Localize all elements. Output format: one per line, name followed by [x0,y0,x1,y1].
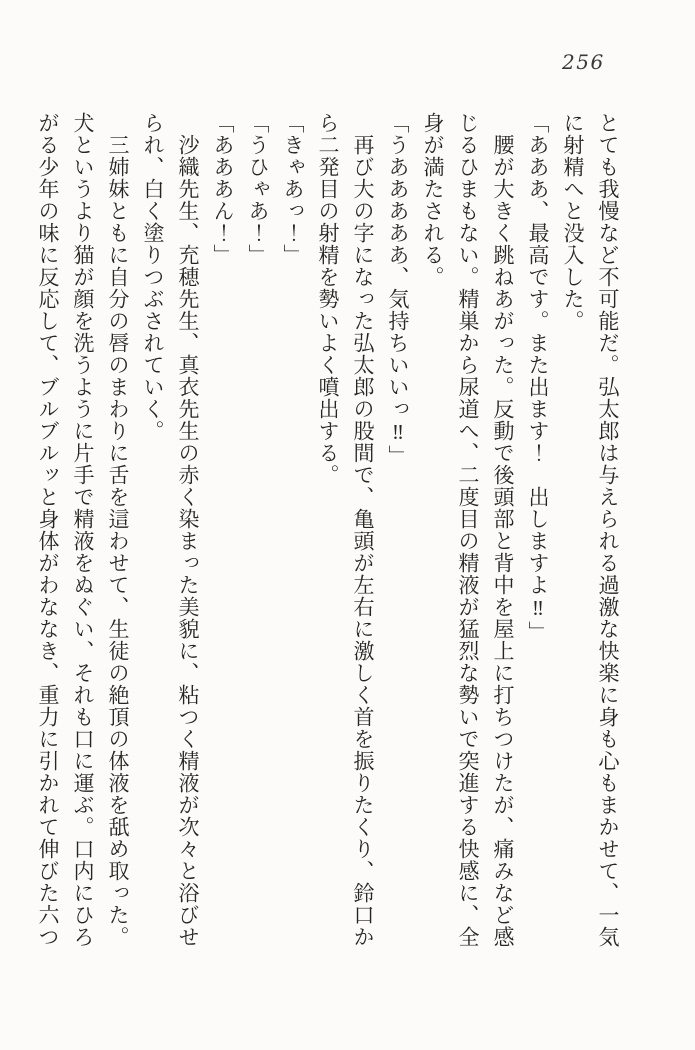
text-line: とても我慢など不可能だ。弘太郎は与えられる過激な快楽に身も心もまかせて、一気 [596,112,620,948]
text-line: 再び大の字になった弘太郎の股間で、亀頭が左右に激しく首を振りたくり、鈴口か [351,112,375,948]
text-line: 腰が大きく跳ねあがった。反動で後頭部と背中を屋上に打ちつけたが、痛みなど感 [491,112,515,948]
text-line: 犬というより猫が顔を洗うように片手で精液をぬぐい、それも口に運ぶ。口内にひろ [71,112,95,948]
text-line: 「あああん！」 [211,112,235,266]
text-line: 身が満たされる。 [421,112,445,288]
text-line: ら二発目の射精を勢いよく噴出する。 [316,112,340,486]
text-line: がる少年の味に反応して、ブルブルッと身体がわななき、重力に引かれて伸びた六つ [36,112,60,948]
text-line: 沙織先生、充穂先生、真衣先生の赤く染まった美貌に、粘つく精液が次々と浴びせ [176,112,200,948]
text-line: 「うあああああ、気持ちいいっ‼」 [386,112,410,467]
text-line: 「きゃあっ！」 [281,112,305,266]
page-number: 256 [562,50,605,74]
text-line: 三姉妹ともに自分の唇のまわりに舌を這わせて、生徒の絶頂の体液を舐め取った。 [106,112,130,948]
text-line: 「あああ、最高です。また出ます！ 出しますよ‼」 [526,112,550,643]
text-line: 「うひゃあ！」 [246,112,270,266]
vertical-text-block [30,112,625,950]
text-line: に射精へと没入した。 [561,112,585,332]
text-line: られ、白く塗りつぶされていく。 [141,112,165,442]
text-line: じるひまもない。精巣から尿道へ、二度目の精液が猛烈な勢いで突進する快感に、全 [456,112,480,948]
